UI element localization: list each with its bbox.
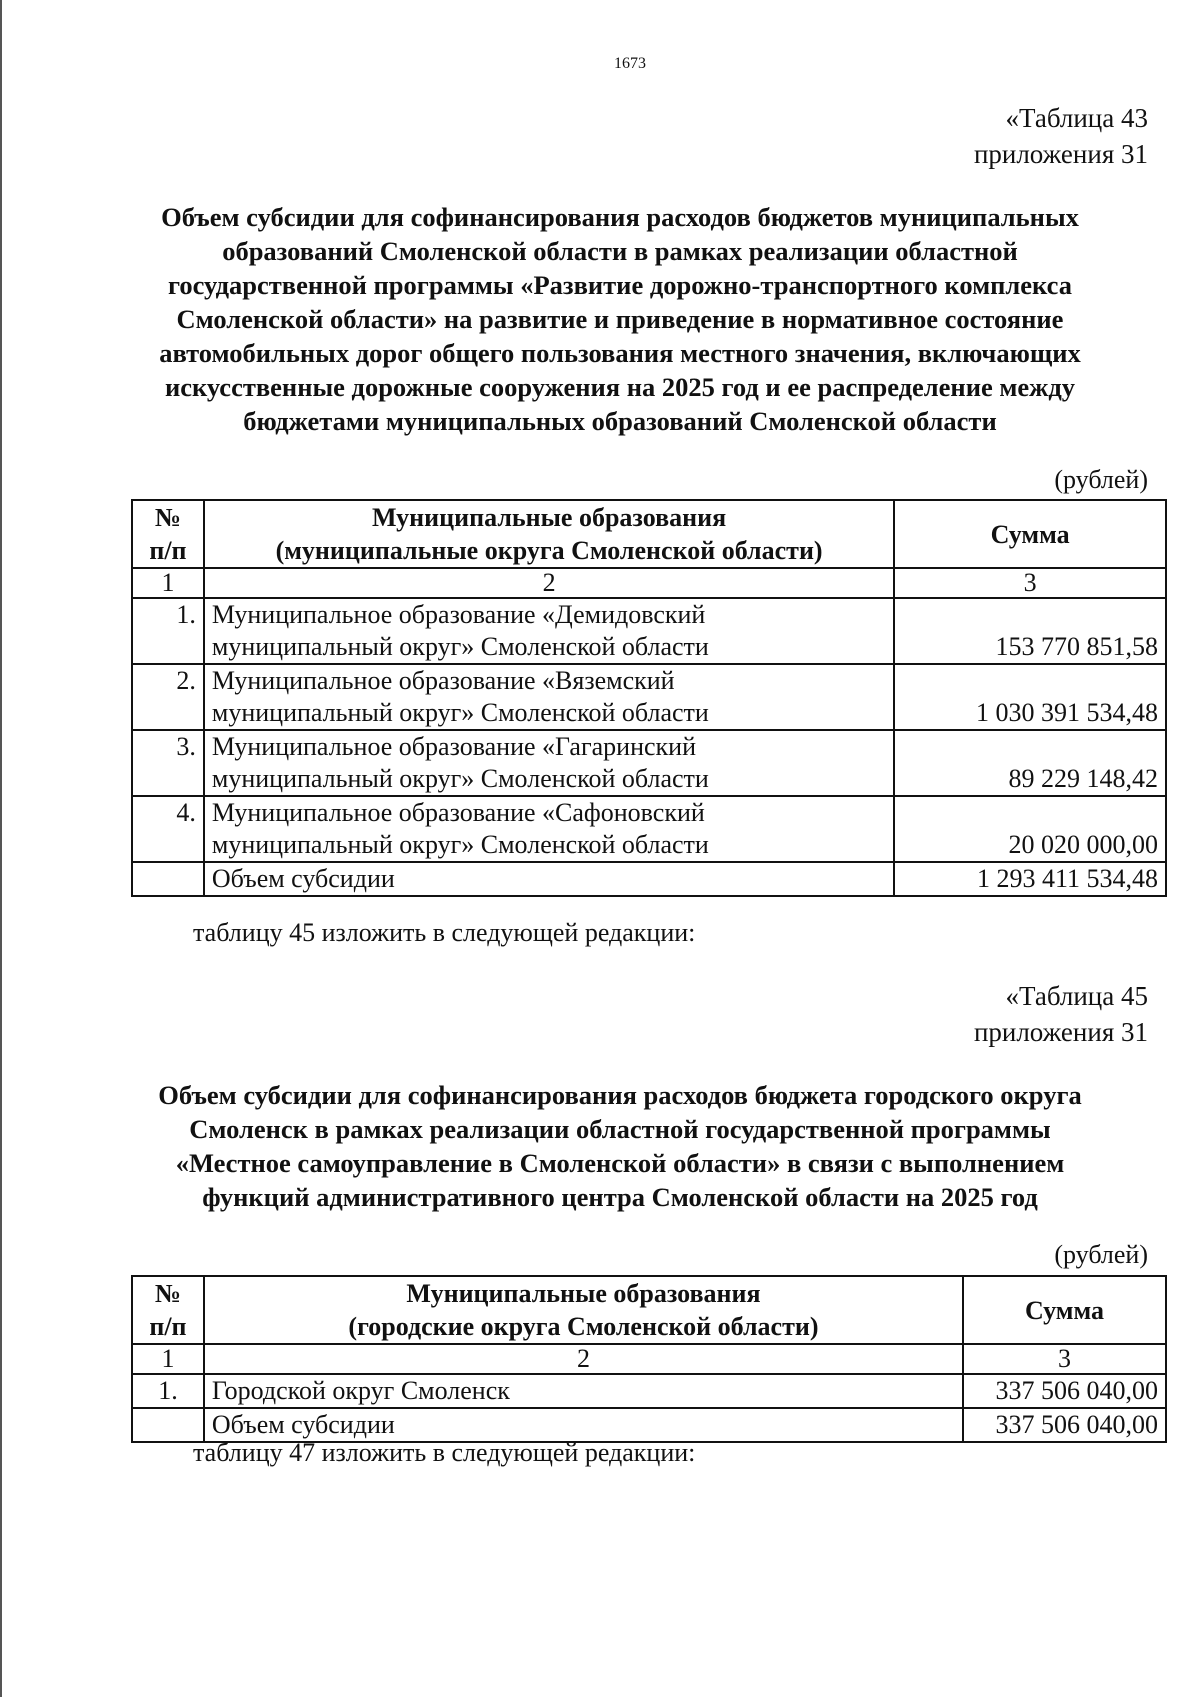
table-row: [132, 598, 1166, 664]
table-ref-line2: приложения 31: [973, 139, 1148, 169]
total-label: Объем субсидии: [204, 862, 894, 896]
title-line: государственной программы «Развитие дорожно-транспортного комплекса: [168, 270, 1072, 300]
municipality-line1: Муниципальное образование «Гагаринский: [211, 732, 696, 761]
header-number-line2: п/п: [149, 536, 187, 565]
unit-label: (рублей): [1054, 465, 1148, 494]
row-index: 2.: [132, 664, 204, 730]
municipality-line1: Муниципальное образование «Вяземский: [211, 666, 675, 695]
unit-label: (рублей): [1054, 1240, 1148, 1269]
row-municipality: [204, 796, 894, 862]
table-45-reference: [974, 978, 1148, 1050]
instruction-note: таблицу 47 изложить в следующей редакции:: [193, 1438, 696, 1467]
row-municipality: [204, 730, 894, 796]
header-municipality: [204, 1276, 963, 1344]
table-45-title: [120, 1078, 1120, 1214]
column-number: 3: [894, 568, 1166, 598]
row-index: 4.: [132, 796, 204, 862]
total-index-empty: [132, 862, 204, 896]
header-municipality-line1: Муниципальные образования: [371, 503, 727, 532]
municipality-line1: Муниципальное образование «Демидовский: [211, 600, 706, 629]
header-municipality-line2: (городские округа Смоленской области): [348, 1312, 819, 1341]
column-number: 2: [204, 568, 894, 598]
instruction-note: таблицу 45 изложить в следующей редакции:: [193, 918, 696, 947]
column-number: 1: [132, 568, 204, 598]
title-line: функций административного центра Смоленской области на 2025 год: [202, 1182, 1038, 1212]
title-line: «Местное самоуправление в Смоленской области» в связи с выполнением: [175, 1148, 1065, 1178]
municipality-line1: Муниципальное образование «Сафоновский: [211, 798, 705, 827]
title-line: Смоленской области» на развитие и приведение в нормативное состояние: [176, 304, 1064, 334]
table-43-reference: [974, 100, 1148, 172]
table-row: [132, 796, 1166, 862]
header-number: [132, 500, 204, 568]
table-row: [132, 730, 1166, 796]
municipality-line2: муниципальный округ» Смоленской области: [211, 830, 709, 859]
title-line: образований Смоленской области в рамках реализации областной: [222, 236, 1018, 266]
total-sum: 1 293 411 534,48: [894, 862, 1166, 896]
table-total-row: [132, 1408, 1166, 1442]
title-line: Объем субсидии для софинансирования расходов бюджета городского округа: [158, 1080, 1082, 1110]
total-label: Объем субсидии: [204, 1408, 963, 1442]
title-line: искусственные дорожные сооружения на 2025 год и ее распределение между: [164, 372, 1076, 402]
municipality-line2: муниципальный округ» Смоленской области: [211, 698, 709, 727]
row-sum: 20 020 000,00: [894, 796, 1166, 862]
column-number: 3: [963, 1344, 1166, 1374]
table-header-row: [132, 500, 1166, 568]
municipality-line2: муниципальный округ» Смоленской области: [211, 764, 709, 793]
row-municipality: [204, 598, 894, 664]
table-45: [131, 1275, 1167, 1443]
header-sum: Сумма: [963, 1276, 1166, 1344]
total-sum: 337 506 040,00: [963, 1408, 1166, 1442]
header-number-line1: №: [154, 503, 182, 532]
scan-left-edge: [0, 0, 2, 1697]
table-row: [132, 664, 1166, 730]
title-line: бюджетами муниципальных образований Смоленской области: [243, 406, 997, 436]
table-43-title: [120, 200, 1120, 438]
row-sum: 153 770 851,58: [894, 598, 1166, 664]
header-municipality-line2: (муниципальные округа Смоленской области): [275, 536, 823, 565]
row-index: 3.: [132, 730, 204, 796]
row-sum: 1 030 391 534,48: [894, 664, 1166, 730]
page-number: 1673: [614, 55, 646, 72]
header-municipality: [204, 500, 894, 568]
header-municipality-line1: Муниципальные образования: [406, 1279, 761, 1308]
row-index: 1.: [132, 1374, 204, 1408]
column-number-row: [132, 1344, 1166, 1374]
title-line: Смоленск в рамках реализации областной государственной программы: [189, 1114, 1051, 1144]
header-number-line1: №: [154, 1279, 182, 1308]
column-number-row: [132, 568, 1166, 598]
row-sum: 337 506 040,00: [963, 1374, 1166, 1408]
table-43: [131, 499, 1167, 897]
row-sum: 89 229 148,42: [894, 730, 1166, 796]
header-sum: Сумма: [894, 500, 1166, 568]
municipality-line2: муниципальный округ» Смоленской области: [211, 632, 709, 661]
row-municipality: [204, 664, 894, 730]
title-line: автомобильных дорог общего пользования местного значения, включающих: [159, 338, 1081, 368]
total-index-empty: [132, 1408, 204, 1442]
title-line: Объем субсидии для софинансирования расходов бюджетов муниципальных: [161, 202, 1079, 232]
row-index: 1.: [132, 598, 204, 664]
table-ref-line1: «Таблица 45: [1005, 981, 1148, 1011]
table-ref-line2: приложения 31: [973, 1017, 1148, 1047]
table-ref-line1: «Таблица 43: [1005, 103, 1148, 133]
column-number: 1: [132, 1344, 204, 1374]
table-header-row: [132, 1276, 1166, 1344]
table-row: [132, 1374, 1166, 1408]
row-municipality: Городской округ Смоленск: [204, 1374, 963, 1408]
header-number-line2: п/п: [149, 1312, 187, 1341]
column-number: 2: [204, 1344, 963, 1374]
header-number: [132, 1276, 204, 1344]
table-total-row: [132, 862, 1166, 896]
